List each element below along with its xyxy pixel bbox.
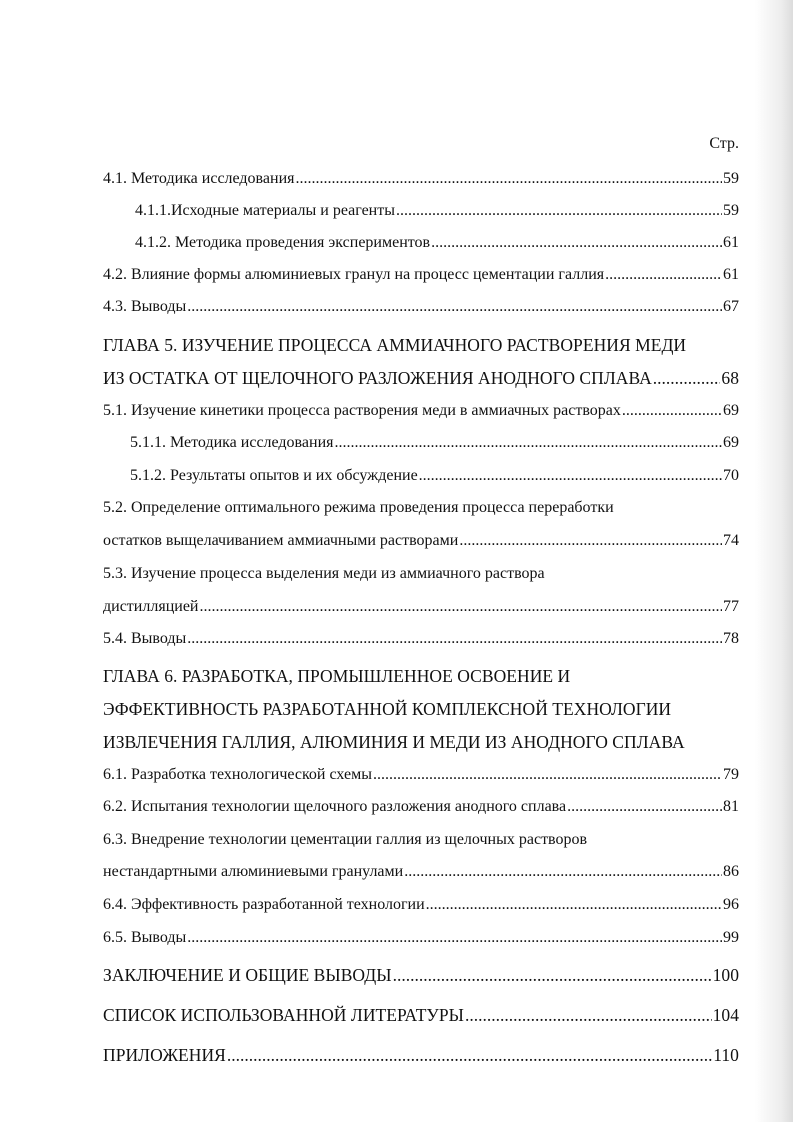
toc-leader-dots [187, 628, 722, 650]
toc-entry-title: остатков выщелачиванием аммиачными растворами [103, 532, 459, 549]
toc-entry-title: 4.1.2. Методика проведения экспериментов [135, 234, 431, 251]
toc-entry [0, 497, 793, 519]
toc-entry-title: нестандартными алюминиевыми гранулами [103, 863, 404, 880]
toc-leader-dots [199, 596, 722, 618]
toc-leader-dots [295, 168, 722, 190]
toc-entry [0, 596, 793, 618]
toc-chapter-title: ЭФФЕКТИВНОСТЬ РАЗРАБОТАННОЙ КОМПЛЕКСНОЙ ТЕХНОЛОГИИ [103, 699, 672, 719]
toc-entry-page: 96 [723, 896, 739, 913]
toc-entry [0, 232, 793, 254]
toc-leader-dots [465, 1004, 712, 1026]
toc-leader-dots [187, 927, 722, 949]
toc-entry-page: 69 [723, 402, 739, 419]
toc-entry-page: 100 [712, 965, 739, 985]
toc-leader-dots [227, 1044, 712, 1066]
toc-entry-title: дистилляцией [103, 598, 199, 615]
toc-entry-title: 6.4. Эффективность разработанной технологии [103, 896, 425, 913]
toc-entry-title: 6.3. Внедрение технологии цементации галлия из щелочных растворов [103, 831, 588, 848]
toc-chapter-heading [0, 731, 793, 753]
toc-entry-page: 81 [723, 798, 739, 815]
toc-entry-title: 5.1.2. Результаты опытов и их обсуждение [130, 467, 418, 484]
toc-leader-dots [419, 465, 722, 487]
toc-entry-page: 74 [723, 532, 739, 549]
toc-entry [0, 465, 793, 487]
page-column-label: Стр. [709, 135, 739, 152]
toc-leader-dots [431, 232, 722, 254]
toc-entry-title: 6.2. Испытания технологии щелочного разложения анодного сплава [103, 798, 567, 815]
toc-entry-page: 86 [723, 863, 739, 880]
toc-entry [0, 796, 793, 818]
toc-entry-page: 78 [723, 630, 739, 647]
toc-entry [0, 296, 793, 318]
toc-chapter-heading [0, 698, 793, 720]
toc-entry-title: ПРИЛОЖЕНИЯ [103, 1045, 226, 1065]
toc-entry-page: 77 [723, 598, 739, 615]
toc-entry [0, 927, 793, 949]
toc-entry [0, 964, 793, 986]
toc-entry-title: ЗАКЛЮЧЕНИЕ И ОБЩИЕ ВЫВОДЫ [103, 965, 392, 985]
toc-entry-title: 4.1.1.Исходные материалы и реагенты [135, 202, 395, 219]
toc-entry-page: 69 [723, 434, 739, 451]
toc-leader-dots [567, 796, 722, 818]
toc-entry [0, 829, 793, 851]
toc-entry-title: СПИСОК ИСПОЛЬЗОВАННОЙ ЛИТЕРАТУРЫ [103, 1005, 464, 1025]
toc-leader-dots [426, 894, 722, 916]
toc-entry [0, 1044, 793, 1066]
toc-entry-title: 6.5. Выводы [103, 929, 187, 946]
toc-entry-title: 5.4. Выводы [103, 630, 187, 647]
toc-entry-title: 5.1. Изучение кинетики процесса растворения меди в аммиачных растворах [103, 402, 621, 419]
toc-entry [0, 1004, 793, 1026]
toc-chapter-title: ГЛАВА 6. РАЗРАБОТКА, ПРОМЫШЛЕННОЕ ОСВОЕНИЕ И [103, 666, 571, 686]
toc-leader-dots [187, 296, 722, 318]
toc-entry-page: 68 [721, 368, 739, 388]
toc-entry-page: 110 [713, 1045, 739, 1065]
toc-entry [0, 894, 793, 916]
toc-chapter-title: ГЛАВА 5. ИЗУЧЕНИЕ ПРОЦЕССА АММИАЧНОГО РАСТВОРЕНИЯ МЕДИ [103, 335, 687, 355]
toc-entry-title: ИЗ ОСТАТКА ОТ ЩЕЛОЧНОГО РАЗЛОЖЕНИЯ АНОДНОГО СПЛАВА [103, 368, 652, 388]
toc-entry [0, 628, 793, 650]
toc-leader-dots [605, 264, 722, 286]
toc-entry-page: 104 [712, 1005, 739, 1025]
toc-entry-page: 59 [723, 202, 739, 219]
toc-entry [0, 563, 793, 585]
toc-leader-dots [393, 964, 712, 986]
toc-entry-page: 61 [723, 234, 739, 251]
toc-chapter-title: ИЗВЛЕЧЕНИЯ ГАЛЛИЯ, АЛЮМИНИЯ И МЕДИ ИЗ АНОДНОГО СПЛАВА [103, 732, 685, 752]
toc-entry-title: 5.1.1. Методика исследования [130, 434, 334, 451]
toc-entry [0, 367, 793, 389]
toc-leader-dots [622, 400, 722, 422]
toc-entry [0, 264, 793, 286]
toc-entry-page: 79 [723, 766, 739, 783]
toc-entry-page: 70 [723, 467, 739, 484]
toc-entry-title: 4.3. Выводы [103, 298, 187, 315]
toc-entry-title: 5.3. Изучение процесса выделения меди из аммиачного раствора [103, 565, 545, 582]
toc-entry-title: 6.1. Разработка технологической схемы [103, 766, 372, 783]
toc-entry-page: 61 [723, 266, 739, 283]
toc-chapter-heading [0, 334, 793, 356]
toc-entry [0, 432, 793, 454]
toc-leader-dots [373, 764, 722, 786]
toc-entry-page: 99 [723, 929, 739, 946]
toc-entry [0, 168, 793, 190]
toc-entry [0, 861, 793, 883]
toc-entry-page: 67 [723, 298, 739, 315]
toc-leader-dots [334, 432, 722, 454]
toc-entry-title: 5.2. Определение оптимального режима проведения процесса переработки [103, 499, 614, 516]
toc-entry-title: 4.1. Методика исследования [103, 170, 295, 187]
toc-entry-page: 59 [723, 170, 739, 187]
toc-entry [0, 400, 793, 422]
toc-entry [0, 764, 793, 786]
toc-leader-dots [404, 861, 722, 883]
toc-entry-title: 4.2. Влияние формы алюминиевых гранул на процесс цементации галлия [103, 266, 605, 283]
toc-leader-dots [396, 200, 722, 222]
toc-chapter-heading [0, 665, 793, 687]
toc-leader-dots [459, 530, 722, 552]
toc-entry [0, 530, 793, 552]
toc-leader-dots [653, 367, 721, 389]
toc-entry [0, 200, 793, 222]
